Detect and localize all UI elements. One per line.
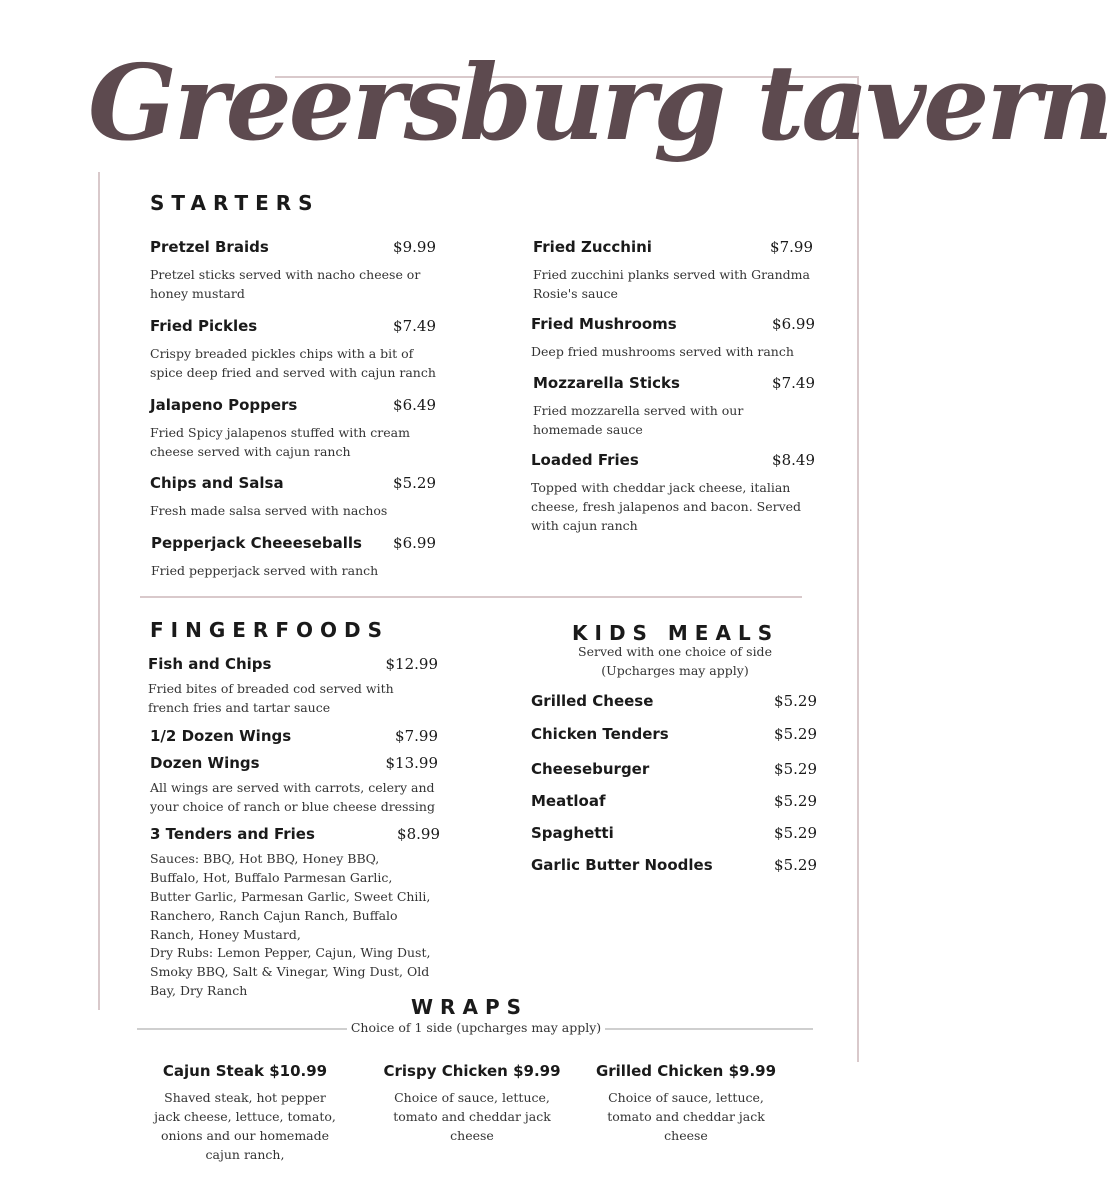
starters-heading: STARTERS	[150, 191, 320, 215]
menu-item	[150, 238, 436, 303]
item-name: Loaded Fries	[531, 451, 639, 469]
wrap-item	[594, 1062, 778, 1145]
item-description: Fried Spicy jalapenos stuffed with cream cheese served with cajun ranch	[150, 425, 410, 459]
item-price: $6.99	[772, 315, 815, 333]
wraps-subtitle: Choice of 1 side (upcharges may apply)	[350, 1020, 602, 1035]
item-price: $6.99	[393, 534, 436, 552]
item-price: $5.29	[774, 792, 817, 810]
item-price: $5.29	[774, 824, 817, 842]
menu-item	[148, 655, 438, 717]
item-price: $6.49	[393, 396, 436, 414]
menu-item	[150, 727, 438, 745]
kids-item	[531, 692, 817, 710]
item-description: Fried mozzarella served with our homemade sauce	[533, 403, 744, 437]
menu-item	[150, 317, 436, 382]
menu-item	[151, 534, 436, 580]
item-description: Crispy breaded pickles chips with a bit of spice deep fried and served with cajun ranch	[150, 346, 436, 380]
section-divider	[140, 596, 802, 598]
item-name: Garlic Butter Noodles	[531, 856, 713, 874]
kids-item	[531, 792, 817, 810]
item-description: All wings are served with carrots, celery and your choice of ranch or blue cheese dressing	[150, 780, 435, 814]
wrap-item	[380, 1062, 564, 1145]
item-name: Jalapeno Poppers	[150, 396, 298, 414]
item-name: 3 Tenders and Fries	[150, 825, 315, 843]
item-price: $5.29	[774, 856, 817, 874]
item-name: Dozen Wings	[150, 754, 260, 772]
kids-upcharge-note: (Upcharges may apply)	[601, 663, 749, 678]
menu-item	[150, 754, 438, 816]
kids-meals-heading: KIDS MEALS	[572, 621, 780, 645]
item-price: $8.49	[772, 451, 815, 469]
item-price: $7.49	[772, 374, 815, 392]
wrap-name: Crispy Chicken $9.99	[383, 1062, 561, 1080]
item-description: Fresh made salsa served with nachos	[150, 503, 388, 518]
kids-subtitle: Served with one choice of side	[578, 644, 772, 659]
frame-line-left	[98, 172, 100, 1010]
kids-item	[531, 725, 817, 743]
item-name: Fried Mushrooms	[531, 315, 677, 333]
item-name: Chips and Salsa	[150, 474, 284, 492]
dry-rubs-list: Dry Rubs: Lemon Pepper, Cajun, Wing Dust, Smoky BBQ, Salt & Vinegar, Wing Dust, Old Bay, Dry Ranch	[150, 945, 431, 998]
item-name: Mozzarella Sticks	[533, 374, 680, 392]
menu-item	[150, 825, 440, 944]
frame-line-right	[857, 76, 859, 1062]
item-name: Spaghetti	[531, 824, 614, 842]
item-description: Pretzel sticks served with nacho cheese or honey mustard	[150, 267, 421, 301]
item-description: Fried pepperjack served with ranch	[151, 563, 379, 578]
item-price: $7.49	[393, 317, 436, 335]
item-price: $5.29	[774, 692, 817, 710]
item-description: Fried zucchini planks served with Grandma Rosie's sauce	[533, 267, 810, 301]
wrap-description: Shaved steak, hot pepper jack cheese, lettuce, tomato, onions and our homemade cajun ranch,	[154, 1090, 336, 1162]
item-price: $5.29	[774, 725, 817, 743]
item-name: 1/2 Dozen Wings	[150, 727, 292, 745]
item-name: Fried Pickles	[150, 317, 258, 335]
item-name: Meatloaf	[531, 792, 606, 810]
fingerfoods-heading: FINGERFOODS	[150, 618, 389, 642]
item-price: $13.99	[385, 754, 438, 772]
item-name: Grilled Cheese	[531, 692, 654, 710]
menu-item	[150, 474, 436, 520]
wrap-description: Choice of sauce, lettuce, tomato and cheddar jack cheese	[393, 1090, 551, 1143]
item-price: $7.99	[395, 727, 438, 745]
item-price: $5.29	[393, 474, 436, 492]
wraps-heading: WRAPS	[411, 995, 529, 1019]
menu-item	[531, 315, 815, 361]
item-price: $7.99	[770, 238, 813, 256]
item-description: Fried bites of breaded cod served with french fries and tartar sauce	[148, 681, 394, 715]
item-price: $5.29	[774, 760, 817, 778]
item-name: Pepperjack Cheeeseballs	[151, 534, 362, 552]
menu-item	[533, 374, 815, 439]
wraps-divider-right	[605, 1028, 813, 1030]
item-name: Fish and Chips	[148, 655, 272, 673]
menu-item	[533, 238, 813, 303]
item-name: Pretzel Braids	[150, 238, 269, 256]
wraps-divider-left	[137, 1028, 347, 1030]
item-price: $9.99	[393, 238, 436, 256]
item-name: Fried Zucchini	[533, 238, 652, 256]
item-name: Chicken Tenders	[531, 725, 669, 743]
item-description: Topped with cheddar jack cheese, italian cheese, fresh jalapenos and bacon. Served with cajun ranch	[531, 480, 802, 533]
kids-item	[531, 760, 817, 778]
kids-item	[531, 824, 817, 842]
item-description: Deep fried mushrooms served with ranch	[531, 344, 794, 359]
menu-item	[531, 451, 815, 535]
wrap-name: Cajun Steak $10.99	[162, 1062, 328, 1080]
item-name: Cheeseburger	[531, 760, 650, 778]
item-price: $12.99	[385, 655, 438, 673]
restaurant-title: Greersburg tavern	[88, 41, 1111, 164]
wrap-name: Grilled Chicken $9.99	[595, 1062, 777, 1080]
kids-item	[531, 856, 817, 874]
item-description: Sauces: BBQ, Hot BBQ, Honey BBQ, Buffalo, Hot, Buffalo Parmesan Garlic, Butter Garlic, Parmesan Garlic, Sweet Chili, Ranchero, Ranch Cajun Ranch, Buffalo Ranch, Honey Mustard,	[150, 851, 431, 942]
wrap-description: Choice of sauce, lettuce, tomato and cheddar jack cheese	[607, 1090, 765, 1143]
menu-item	[150, 396, 436, 461]
item-price: $8.99	[397, 825, 440, 843]
wrap-item	[150, 1062, 340, 1164]
